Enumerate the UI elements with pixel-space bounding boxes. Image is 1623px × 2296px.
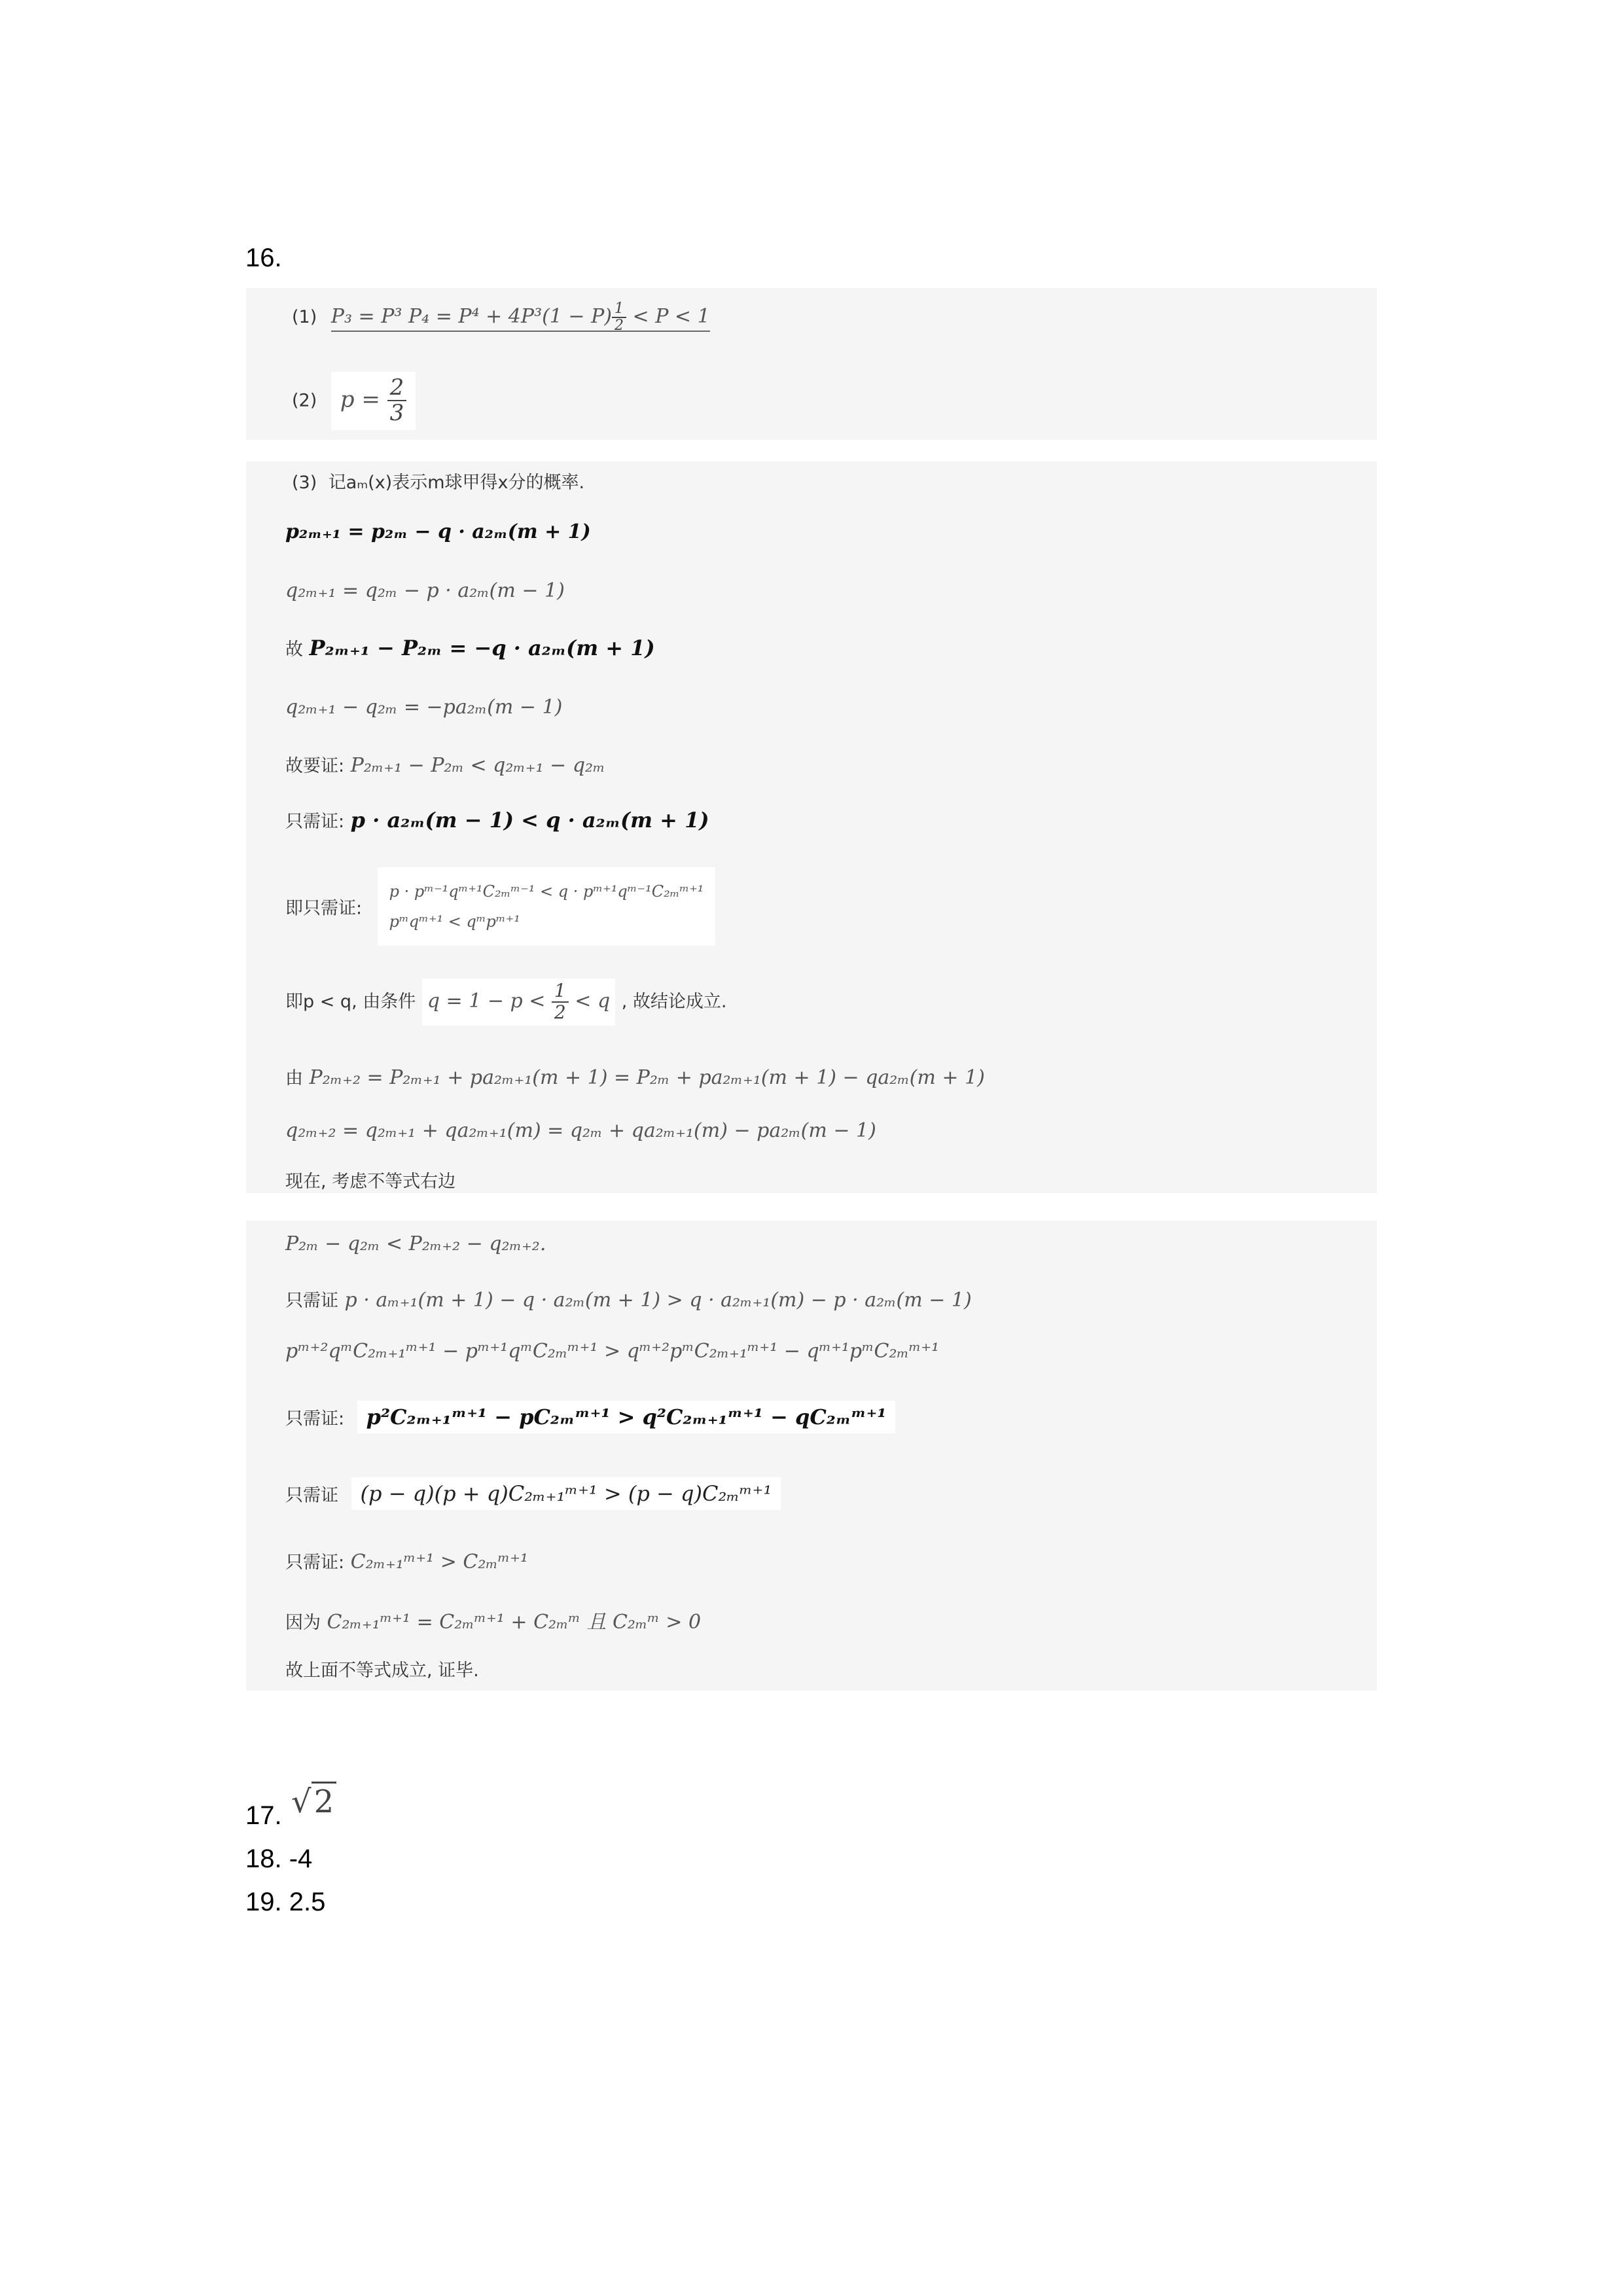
proof-line-8-fraction xyxy=(552,981,569,1023)
proof-line-16-math: (p − q)(p + q)C₂ₘ₊₁ᵐ⁺¹ > (p − q)C₂ₘᵐ⁺¹ xyxy=(351,1477,781,1510)
proof-line-10: q₂ₘ₊₂ = q₂ₘ₊₁ + qa₂ₘ₊₁(m) = q₂ₘ + qa₂ₘ₊₁(m) − pa₂ₘ(m − 1) xyxy=(285,1119,876,1142)
proof-line-5 xyxy=(285,751,605,777)
proof-line-8-prefix: 即p < q, 由条件 xyxy=(285,991,416,1012)
proof-line-6 xyxy=(285,807,709,833)
proof-line-1: p₂ₘ₊₁ = p₂ₘ − q · a₂ₘ(m + 1) xyxy=(285,520,591,543)
part1-label: (1) xyxy=(292,307,317,328)
answer-panel-3 xyxy=(246,1221,1377,1691)
part3-intro-text: 记aₘ(x)表示m球甲得x分的概率. xyxy=(328,473,585,493)
part2-label: (2) xyxy=(292,390,317,411)
part1-fraction xyxy=(612,301,626,334)
proof-line-17-prefix: 只需证: xyxy=(285,1552,345,1573)
proof-line-15-math: p²C₂ₘ₊₁ᵐ⁺¹ − pC₂ₘᵐ⁺¹ > q²C₂ₘ₊₁ᵐ⁺¹ − qC₂ₘᵐ⁺¹ xyxy=(357,1401,896,1433)
proof-line-6-prefix: 只需证: xyxy=(285,812,345,832)
sqrt-radical-sign: √ xyxy=(291,1784,312,1820)
part2-formula xyxy=(331,372,416,430)
proof-line-15-prefix: 只需证: xyxy=(285,1408,345,1429)
part2-frac-num: 2 xyxy=(389,374,404,401)
proof-line-8-suffix: , 故结论成立. xyxy=(621,991,727,1012)
answer-panel-2 xyxy=(246,461,1377,1193)
proof-line-16 xyxy=(285,1477,781,1510)
proof-line-5-math: P₂ₘ₊₁ − P₂ₘ < q₂ₘ₊₁ − q₂ₘ xyxy=(350,754,605,777)
proof-line-17-math: C₂ₘ₊₁ᵐ⁺¹ > C₂ₘᵐ⁺¹ xyxy=(350,1551,529,1573)
question-16-number: 16. xyxy=(245,243,282,272)
proof-line-8-math-main: q = 1 − p < xyxy=(427,989,552,1013)
proof-line-13-prefix: 只需证 xyxy=(285,1291,338,1311)
part3-intro xyxy=(292,468,584,493)
question-18-answer: 18. -4 xyxy=(245,1844,313,1873)
question-17-answer-sqrt xyxy=(291,1784,372,1827)
proof-line-8-frac-den: 2 xyxy=(552,1001,569,1023)
proof-line-9-math: P₂ₘ₊₂ = P₂ₘ₊₁ + pa₂ₘ₊₁(m + 1) = P₂ₘ + pa₂ₘ₊₁(m + 1) − qa₂ₘ(m + 1) xyxy=(309,1066,985,1089)
proof-line-18-math: C₂ₘ₊₁ᵐ⁺¹ = C₂ₘᵐ⁺¹ + C₂ₘᵐ 且 C₂ₘᵐ > 0 xyxy=(327,1611,702,1634)
proof-line-3-math: P₂ₘ₊₁ − P₂ₘ = −q · a₂ₘ(m + 1) xyxy=(309,636,655,660)
proof-line-4: q₂ₘ₊₁ − q₂ₘ = −pa₂ₘ(m − 1) xyxy=(285,696,563,719)
proof-line-9-prefix: 由 xyxy=(285,1068,303,1088)
proof-line-9 xyxy=(285,1064,985,1089)
proof-line-8-frac-num: 1 xyxy=(554,980,566,1001)
proof-line-11: 现在, 考虑不等式右边 xyxy=(285,1172,456,1192)
part1-math-tail: < P < 1 xyxy=(626,305,710,329)
sqrt-radicand: 2 xyxy=(312,1782,337,1820)
proof-line-19: 故上面不等式成立, 证毕. xyxy=(285,1660,479,1681)
part2-fraction xyxy=(387,376,407,426)
part2-row xyxy=(292,372,416,430)
proof-line-7-prefix: 即只需证: xyxy=(285,898,363,919)
question-19-answer: 19. 2.5 xyxy=(245,1888,326,1916)
proof-line-14: pᵐ⁺²qᵐC₂ₘ₊₁ᵐ⁺¹ − pᵐ⁺¹qᵐC₂ₘᵐ⁺¹ > qᵐ⁺²pᵐC₂ₘ₊₁ᵐ⁺¹ − qᵐ⁺¹pᵐC₂ₘᵐ⁺¹ xyxy=(285,1340,940,1363)
proof-line-13 xyxy=(285,1286,972,1312)
proof-line-3-prefix: 故 xyxy=(285,639,303,660)
part1-frac-den: 2 xyxy=(612,317,626,334)
proof-line-16-prefix: 只需证 xyxy=(285,1485,338,1506)
proof-line-18-prefix: 因为 xyxy=(285,1613,321,1633)
question-17-number: 17. xyxy=(245,1801,282,1830)
proof-line-17 xyxy=(285,1548,528,1573)
proof-line-7b: pᵐqᵐ⁺¹ < qᵐpᵐ⁺¹ xyxy=(389,912,520,931)
proof-line-2: q₂ₘ₊₁ = q₂ₘ − p · a₂ₘ(m − 1) xyxy=(285,579,565,602)
answer-panel-1 xyxy=(246,288,1377,440)
part1-row xyxy=(292,301,710,334)
proof-line-7 xyxy=(285,867,715,946)
proof-line-13-math: p · aₘ₊₁(m + 1) − q · a₂ₘ(m + 1) > q · a₂ₘ₊₁(m) − p · a₂ₘ(m − 1) xyxy=(344,1289,972,1312)
part2-math: p = xyxy=(340,386,387,413)
proof-line-3 xyxy=(285,635,655,660)
proof-line-7a: p · pᵐ⁻¹qᵐ⁺¹C₂ₘᵐ⁻¹ < q · pᵐ⁺¹qᵐ⁻¹C₂ₘᵐ⁺¹ xyxy=(389,882,704,901)
proof-line-12: P₂ₘ − q₂ₘ < P₂ₘ₊₂ − q₂ₘ₊₂. xyxy=(285,1232,546,1255)
part3-label: (3) xyxy=(292,473,317,493)
proof-line-15 xyxy=(285,1401,895,1433)
proof-line-6-math: p · a₂ₘ(m − 1) < q · a₂ₘ(m + 1) xyxy=(350,808,709,833)
proof-line-7-box xyxy=(378,867,716,946)
part1-formula xyxy=(330,300,710,334)
part1-frac-num: 1 xyxy=(615,300,624,317)
proof-line-5-prefix: 故要证: xyxy=(285,756,345,776)
part1-math: P₃ = P³ P₄ = P⁴ + 4P³(1 − P) xyxy=(330,305,612,329)
proof-line-8-tail: < q xyxy=(568,989,611,1013)
proof-line-18 xyxy=(285,1605,701,1634)
part2-frac-den: 3 xyxy=(387,400,407,425)
proof-line-8-math xyxy=(422,978,615,1026)
proof-line-8 xyxy=(285,978,726,1026)
